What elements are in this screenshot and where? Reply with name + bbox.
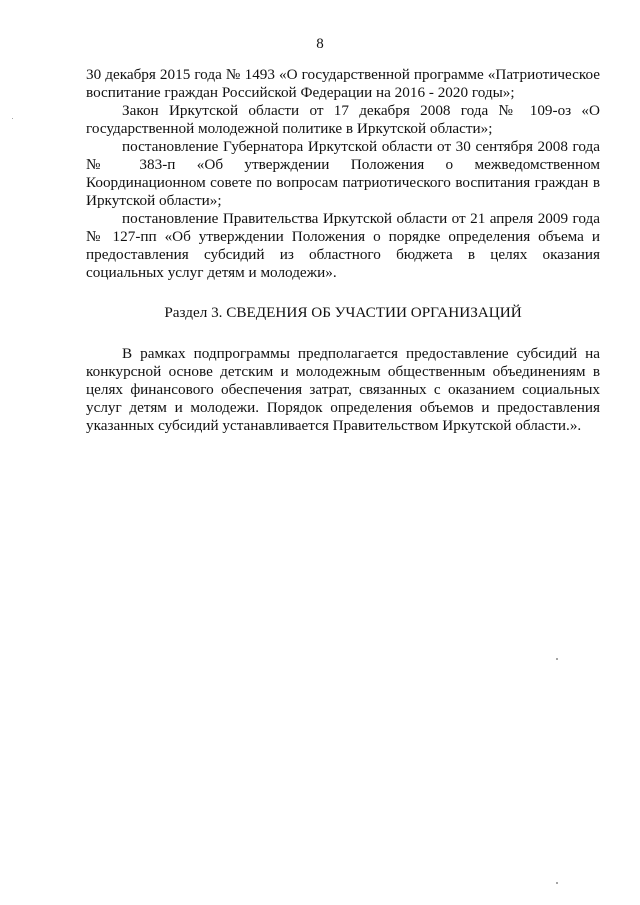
section-title: Раздел 3. СВЕДЕНИЯ ОБ УЧАСТИИ ОРГАНИЗАЦИЙ	[164, 304, 522, 321]
scan-speck	[12, 118, 13, 119]
scan-speck	[556, 882, 558, 884]
scan-speck	[556, 658, 558, 660]
paragraph-youth-policy-law: Закон Иркутской области от 17 декабря 2008 года № 109-оз «О государственной молодежной политике в Иркутской области»;	[86, 102, 600, 137]
paragraph-program-reference: 30 декабря 2015 года № 1493 «О государственной программе «Патриотическое воспитание граждан Российской Федерации на 2016 - 2020 годы»;	[86, 66, 600, 101]
paragraph-governor-resolution: постановление Губернатора Иркутской области от 30 сентября 2008 года № 383-п «Об утверждении Положения о межведомственном Координационном совете по вопросам патриотического воспитания граждан в Иркутской области»;	[86, 138, 600, 209]
page-number: 8	[316, 36, 324, 52]
section-body-paragraph: В рамках подпрограммы предполагается предоставление субсидий на конкурсной основе детским и молодежным общественным объединениям в целях финансового обеспечения затрат, связанных с оказанием социальных услуг детям и молодежи. Порядок определения объемов и предоставления указанных субсидий устанавливается Правительством Иркутской области.».	[86, 345, 600, 434]
paragraph-government-resolution: постановление Правительства Иркутской области от 21 апреля 2009 года № 127-пп «Об утверждении Положения о порядке определения объема и предоставления субсидий из областного бюджета в целях оказания социальных услуг детям и молодежи».	[86, 210, 600, 281]
document-body	[86, 66, 600, 435]
